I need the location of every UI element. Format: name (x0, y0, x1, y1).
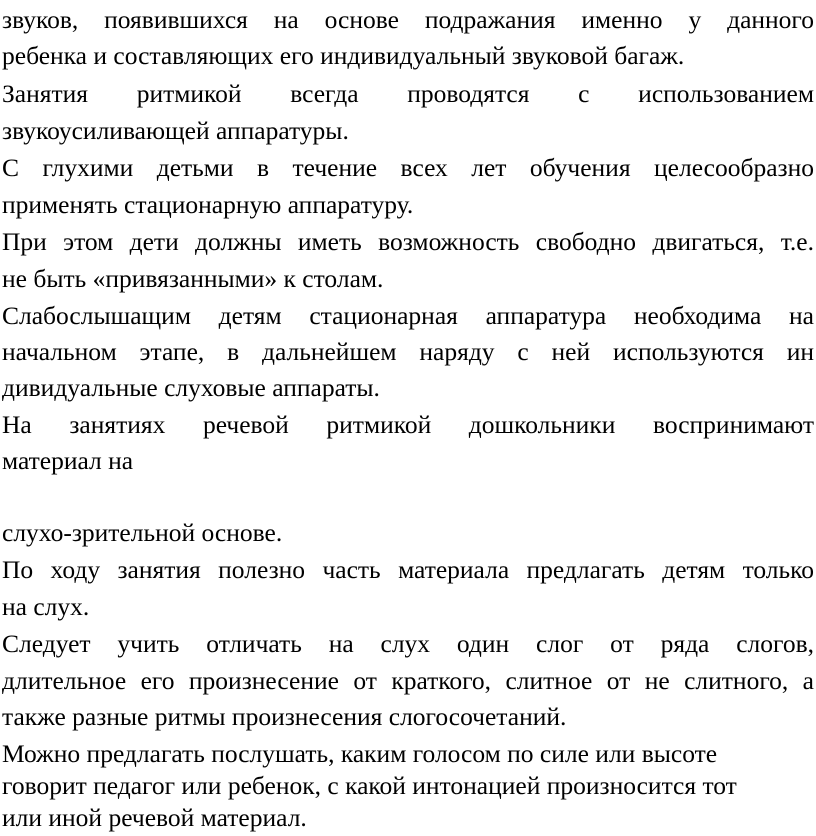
text-line-5: С глухими детьми в течение всех лет обучения целесообразно (2, 153, 814, 182)
text-line-8: не быть «привязанными» к столам. (2, 264, 384, 293)
text-line-10: начальном этапе, в дальнейшем наряду с ней используются ин (2, 337, 814, 366)
text-line-3: Занятия ритмикой всегда проводятся с использованием (2, 79, 814, 108)
text-line-9: Слабослышащим детям стационарная аппаратура необходима на (2, 301, 814, 330)
text-line-1: звуков, появившихся на основе подражания именно у данного (2, 5, 814, 34)
text-line-7: При этом дети должны иметь возможность свободно двигаться, т.е. (2, 227, 814, 256)
text-line-11: дивидуальные слуховые аппараты. (2, 373, 380, 402)
text-line-21: говорит педагог или ребенок, с какой интонацией произносится тот (2, 771, 737, 800)
text-line-12: На занятиях речевой ритмикой дошкольники воспринимают (2, 410, 814, 439)
text-line-17: Следует учить отличать на слух один слог от ряда слогов, (2, 629, 814, 658)
text-line-13: материал на (2, 446, 134, 475)
text-line-22: или иной речевой материал. (2, 803, 307, 832)
text-line-6: применять стационарную аппаратуру. (2, 190, 414, 219)
text-line-4: звукоусиливающей аппаратуры. (2, 116, 349, 145)
text-line-19: также разные ритмы произнесения слогосочетаний. (2, 702, 567, 731)
text-line-2: ребенка и составляющих его индивидуальный звуковой багаж. (2, 41, 685, 70)
text-line-15: По ходу занятия полезно часть материала предлагать детям только (2, 555, 814, 584)
text-line-18: длительное его произнесение от краткого, слитное от не слитного, а (2, 666, 814, 695)
text-line-16: на слух. (2, 592, 90, 621)
text-line-20: Можно предлагать послушать, каким голосом по силе или высоте (2, 739, 718, 768)
text-line-14: слухо-зрительной основе. (2, 518, 283, 547)
